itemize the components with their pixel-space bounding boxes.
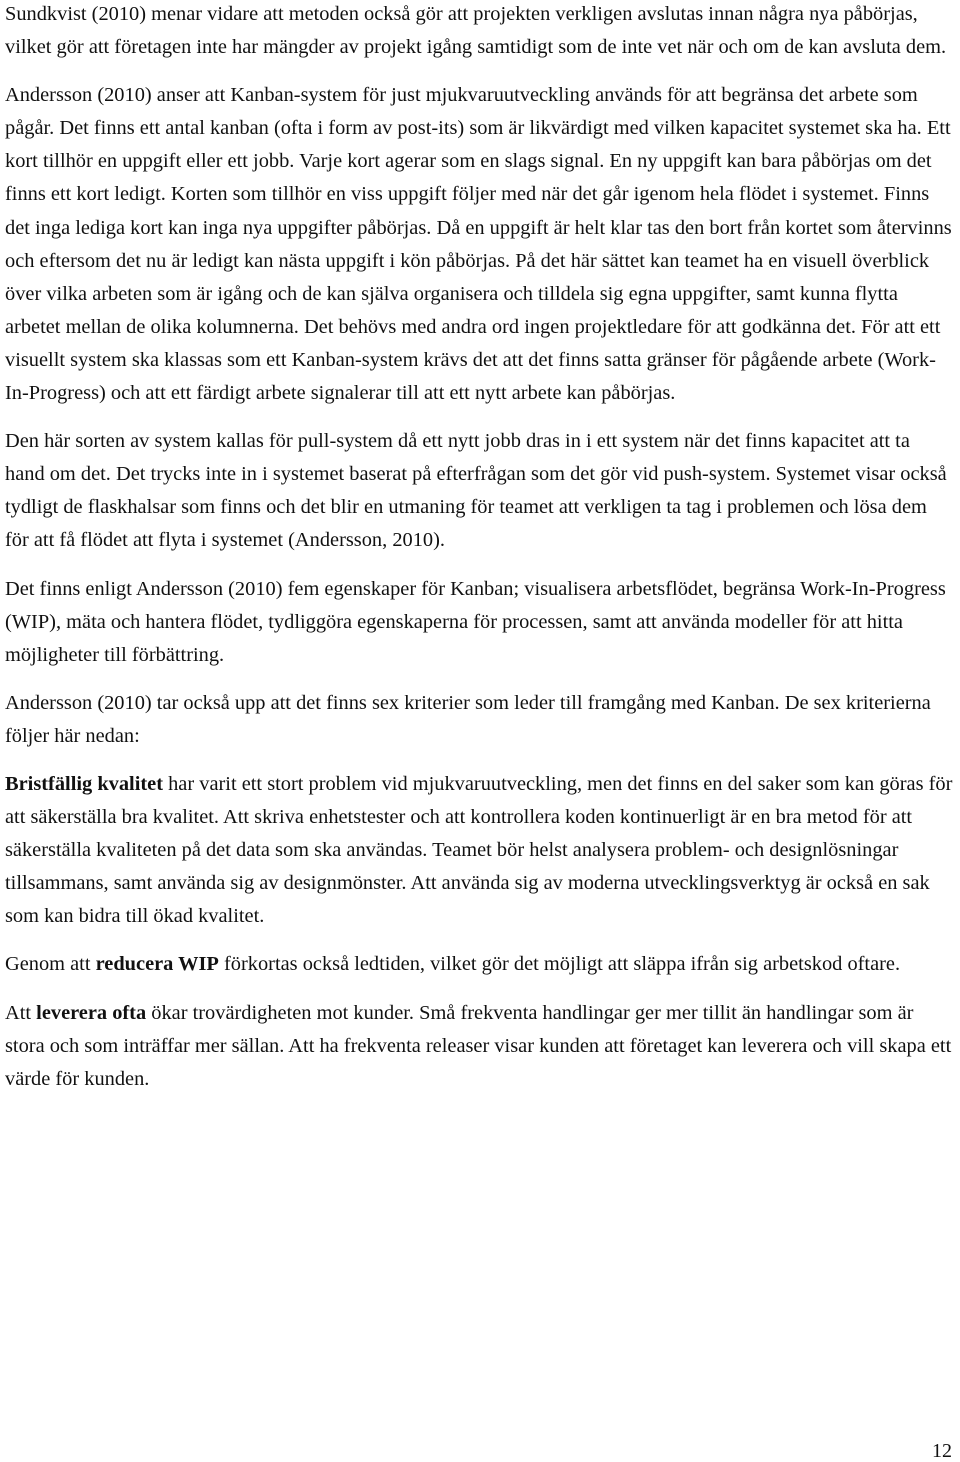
paragraph-5 — [5, 687, 953, 753]
paragraph-text: Andersson (2010) anser att Kanban-system för just mjukvaruutveckling används för att begränsa det arbete som pågår. Det finns ett antal kanban (ofta i form av post-its) som är likvärdigt med vilken kapacitet systemet ska ha. Ett kort tillhör en uppgift eller ett jobb. Varje kort agerar som en slags signal. En ny uppgift kan bara påbörjas om det finns ett kort ledigt. Korten som tillhör en viss uppgift följer med när det går igenom hela flödet i systemet. Finns det inga lediga kort kan inga nya uppgifter påbörjas. Då en uppgift är helt klar tas den bort från kortet som återvinns och eftersom det nu är ledigt kan nästa uppgift i kön påbörjas. På det här sättet kan teamet ha en visuell överblick över vilka arbeten som är igång och de kan själva organisera och tilldela sig egna uppgifter, samt kunna flytta arbetet mellan de olika kolumnerna. Det behövs med andra ord ingen projektledare för att godkänna det. För att ett visuellt system ska klassas som ett Kanban-system krävs det att det finns satta gränser för pågående arbete (Work-In-Progress) och att ett färdigt arbete signalerar till att ett nytt arbete kan påbörjas. — [5, 84, 952, 405]
paragraph-text: Det finns enligt Andersson (2010) fem egenskaper för Kanban; visualisera arbetsflödet, begränsa Work-In-Progress (WIP), mäta och hantera flödet, tydliggöra egenskaperna för processen, samt att använda modeller för att hitta möjligheter till förbättring. — [5, 577, 946, 666]
paragraph-text: Andersson (2010) tar också upp att det finns sex kriterier som leder till framgång med Kanban. De sex kriterierna följer här nedan: — [5, 691, 931, 747]
bold-term: Bristfällig kvalitet — [5, 772, 164, 795]
paragraph-3 — [5, 425, 953, 557]
document-page — [5, 0, 953, 1111]
page-number: 12 — [932, 1440, 952, 1462]
paragraph-1 — [5, 0, 953, 64]
paragraph-text: förkortas också ledtiden, vilket gör det möjligt att släppa ifrån sig arbetskod oftare. — [218, 953, 901, 976]
bold-term: reducera WIP — [95, 953, 219, 976]
bold-term: leverera ofta — [36, 1001, 147, 1024]
paragraph-text: Sundkvist (2010) menar vidare att metoden också gör att projekten verkligen avslutas innan några nya påbörjas, vilket gör att företagen inte har mängder av projekt igång samtidigt som de inte vet när och om de kan avsluta dem. — [5, 3, 947, 59]
paragraph-text: har varit ett stort problem vid mjukvaruutveckling, men det finns en del saker som kan göras för att säkerställa bra kvalitet. Att skriva enhetstester och att kontrollera koden kontinuerligt är en bra metod för att säkerställa kvaliteten på det data som ska användas. Teamet bör helst analysera problem- och designlösningar tillsammans, samt använda sig av designmönster. Att använda sig av moderna utvecklingsverktyg är också en sak som kan bidra till ökad kvalitet. — [5, 772, 953, 928]
paragraph-2 — [5, 79, 953, 410]
paragraph-text: ökar trovärdigheten mot kunder. Små frekventa handlingar ger mer tillit än handlingar som är stora och som inträffar mer sällan. Att ha frekventa releaser visar kunden att företaget kan leverera och vill skapa ett värde för kunden. — [5, 1001, 952, 1090]
paragraph-lead: Att — [5, 1001, 37, 1024]
paragraph-text: Den här sorten av system kallas för pull-system då ett nytt jobb dras in i ett system när det finns kapacitet att ta hand om det. Det trycks inte in i systemet baserat på efterfrågan som det gör vid push-system. Systemet visar också tydligt de flaskhalsar som finns och det blir en utmaning för teamet att verkligen ta tag i problemen och lösa dem för att få flödet att flyta i systemet (Andersson, 2010). — [5, 430, 947, 552]
paragraph-7 — [5, 948, 953, 981]
paragraph-4 — [5, 573, 953, 672]
paragraph-8 — [5, 997, 953, 1096]
paragraph-6 — [5, 768, 953, 933]
paragraph-lead: Genom att — [5, 953, 96, 976]
